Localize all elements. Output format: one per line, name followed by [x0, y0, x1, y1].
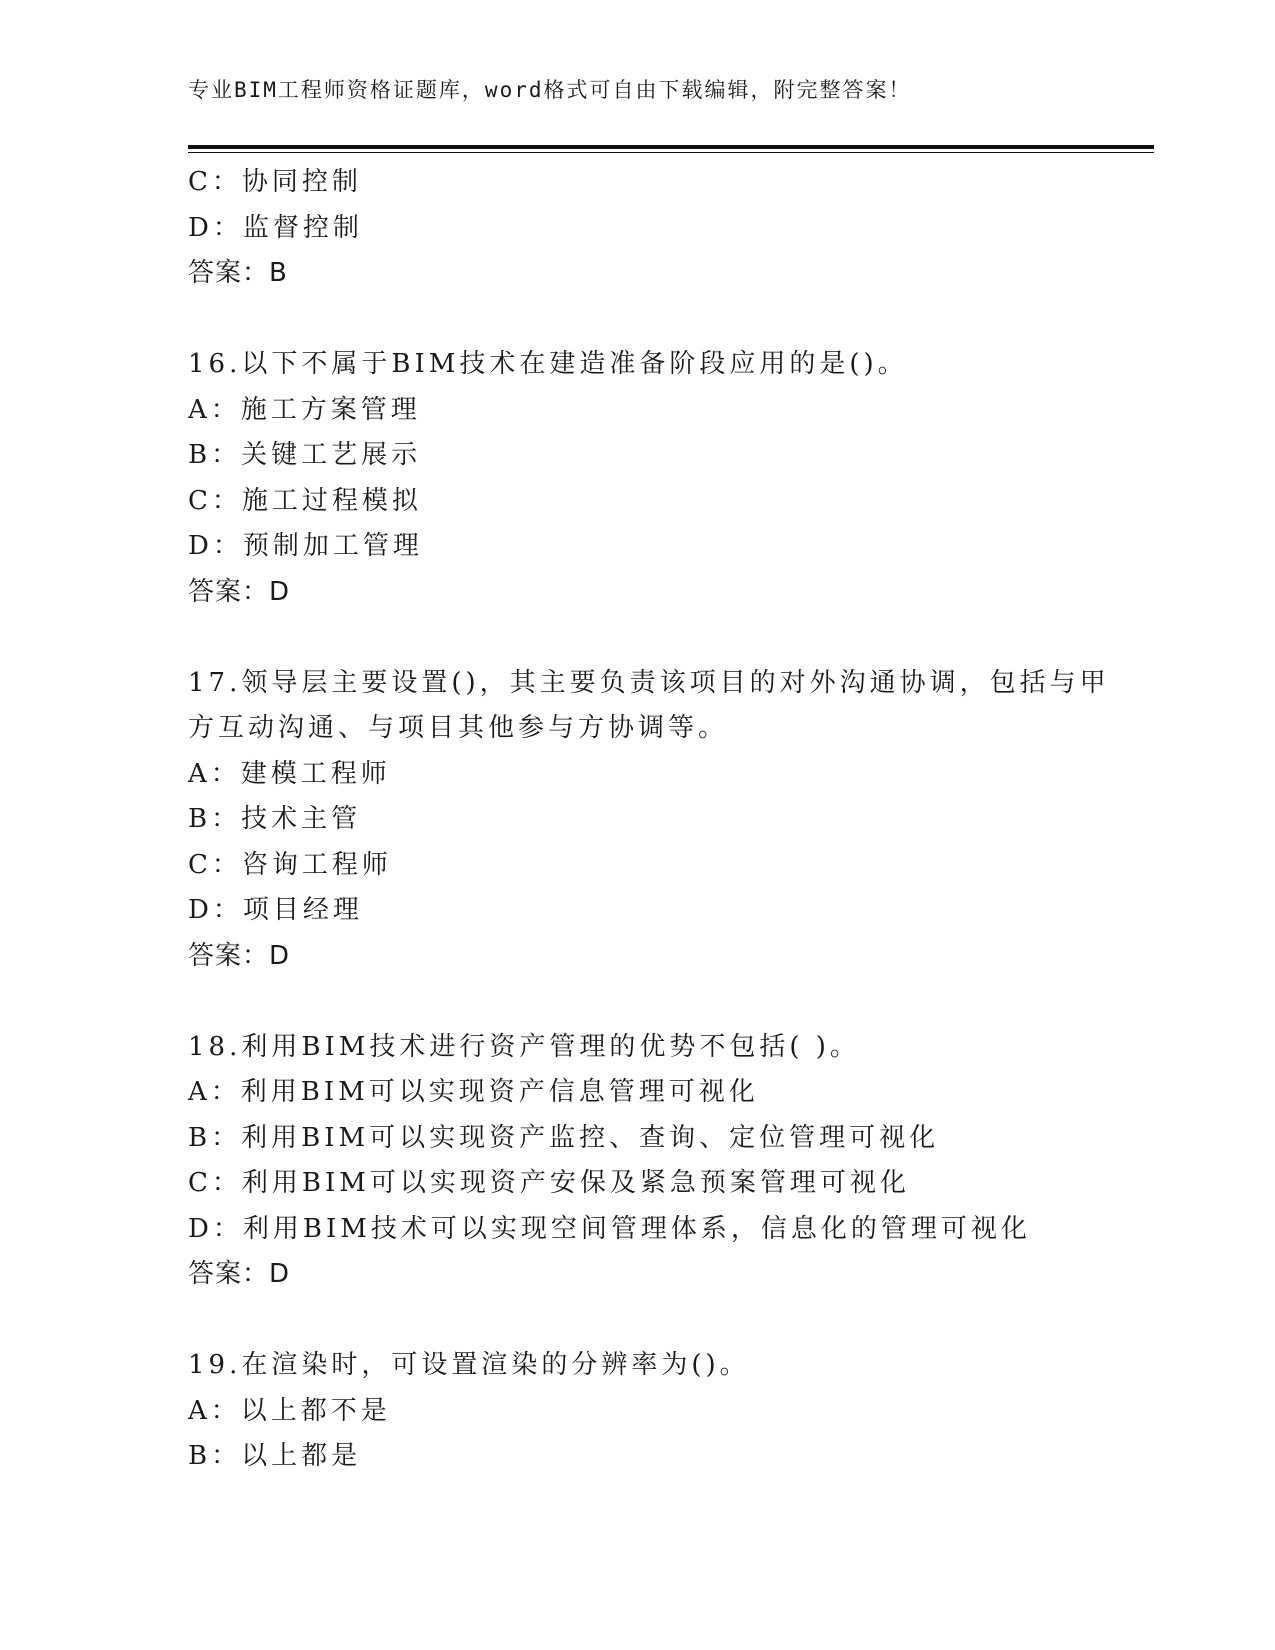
- option-a: A：以上都不是: [188, 1395, 391, 1426]
- option-a: A：施工方案管理: [188, 394, 421, 425]
- header-rule-thick: [188, 145, 1154, 149]
- answer: 答案：B: [188, 258, 288, 288]
- option-d: D：项目经理: [188, 895, 363, 925]
- option-c: C：施工过程模拟: [188, 485, 422, 516]
- option-c: C：咨询工程师: [188, 849, 392, 880]
- answer: 答案：D: [188, 940, 291, 971]
- question-stem: 17.领导层主要设置()，其主要负责该项目的对外沟通协调，包括与甲: [188, 667, 1110, 698]
- option-b: B：关键工艺展示: [188, 440, 422, 470]
- page-header: 专业BIM工程师资格证题库，word格式可自由下载编辑，附完整答案！: [188, 78, 912, 102]
- question-stem: 19.在渲染时，可设置渲染的分辨率为()。: [188, 1350, 750, 1380]
- question-list: [188, 160, 1110, 1480]
- option-b: B：利用BIM可以实现资产监控、查询、定位管理可视化: [188, 1122, 940, 1153]
- option-c: C：利用BIM可以实现资产安保及紧急预案管理可视化: [188, 1168, 910, 1198]
- question-19: [188, 1343, 1088, 1480]
- option-b: B：技术主管: [188, 804, 362, 834]
- answer: 答案：D: [188, 1259, 291, 1289]
- option-d: D：监督控制: [188, 212, 363, 243]
- question-stem: 16.以下不属于BIM技术在建造准备阶段应用的是()。: [188, 349, 908, 379]
- spacer: [188, 1298, 1088, 1344]
- option-d: D：利用BIM技术可以实现空间管理体系，信息化的管理可视化: [188, 1213, 1031, 1244]
- question-15-tail: [188, 160, 1088, 297]
- spacer: [188, 979, 1088, 1025]
- question-stem: 18.利用BIM技术进行资产管理的优势不包括( )。: [188, 1031, 860, 1062]
- question-17: [188, 661, 1110, 980]
- spacer: [188, 297, 1088, 343]
- option-a: A：利用BIM可以实现资产信息管理可视化: [188, 1077, 759, 1107]
- option-a: A：建模工程师: [188, 758, 391, 789]
- answer: 答案：D: [188, 576, 291, 607]
- option-b: B：以上都是: [188, 1441, 362, 1471]
- header-rule-thin: [188, 152, 1154, 153]
- question-stem-continued: 方互动沟通、与项目其他参与方协调等。: [188, 713, 729, 743]
- question-18: [188, 1025, 1088, 1298]
- spacer: [188, 615, 1088, 661]
- option-d: D：预制加工管理: [188, 531, 423, 561]
- question-16: [188, 342, 1088, 615]
- option-c: C：协同控制: [188, 167, 362, 197]
